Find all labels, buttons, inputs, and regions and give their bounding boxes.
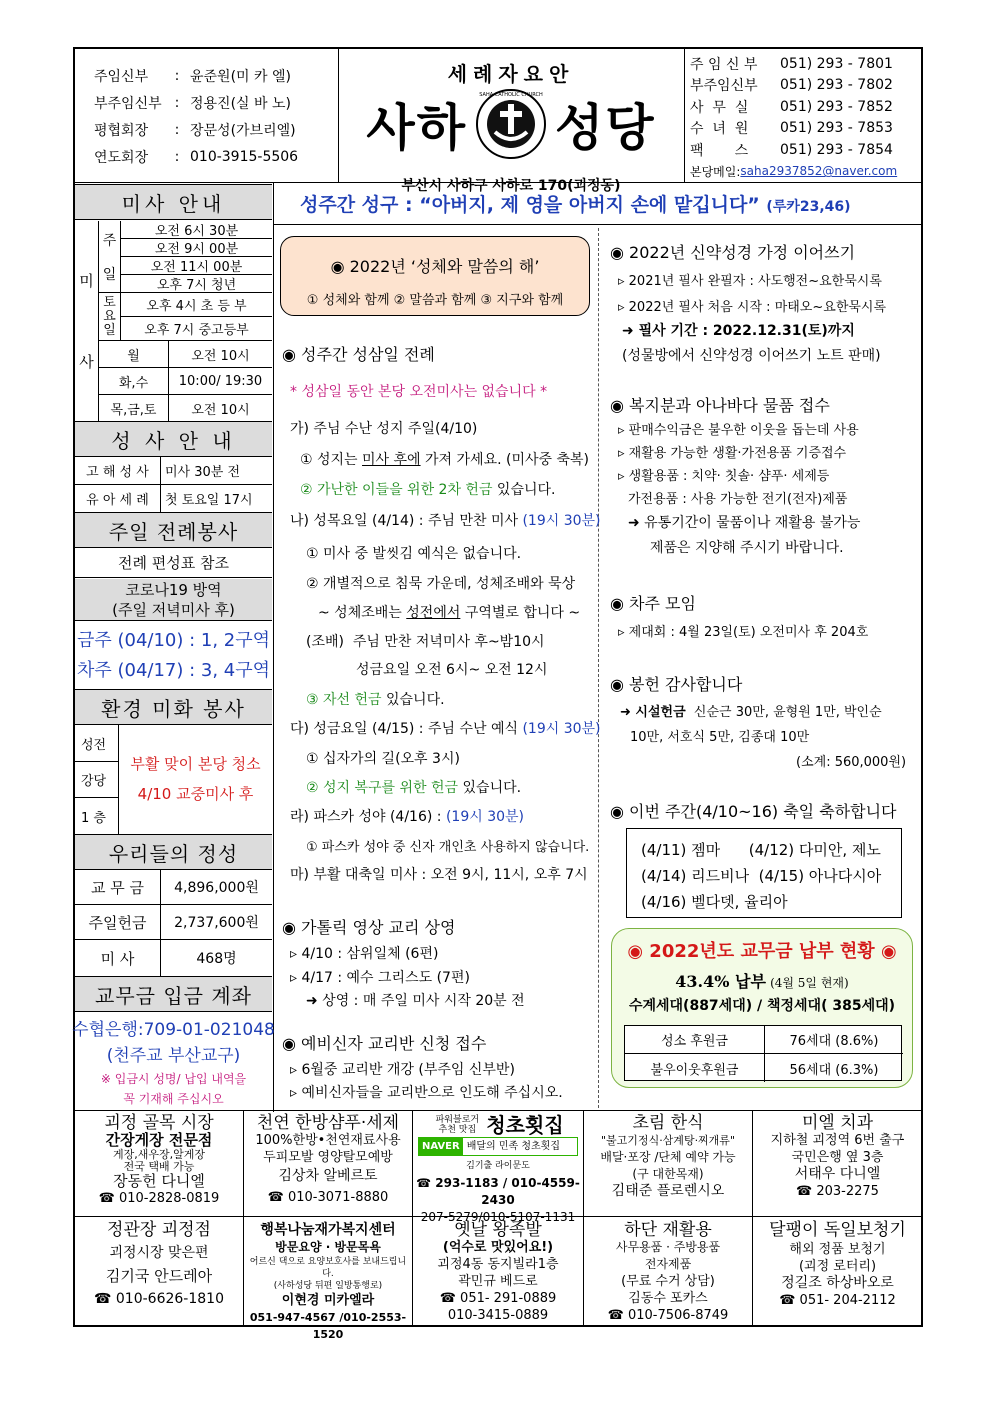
ad-jeonggwanjang: 정관장 괴정점 괴정시장 맞은편 김기국 안드레아 ☎ 010-6626-1810 xyxy=(94,1220,224,1307)
section-title: ◉ 가톨릭 영상 교리 상영 xyxy=(282,918,456,937)
covid-title: 코로나19 방역 (주일 저녁미사 후) xyxy=(75,579,272,621)
theme-divider xyxy=(273,224,923,225)
liturgy-title: 주일 전례봉사 xyxy=(75,512,272,548)
section-title: ◉ 성주간 성삼일 전례 xyxy=(282,345,435,364)
offering-title: 우리들의 정성 xyxy=(75,834,272,870)
ad-dental: 미엘 치과 지하철 괴정역 6번 출구 국민은행 옆 3층 서태우 다니엘 ☎ 203-2275 xyxy=(770,1113,905,1199)
column-divider xyxy=(598,228,599,1108)
contact-row: 팩 스 051) 293 - 7854 xyxy=(690,141,893,159)
parish-address: 부산시 사하구 사하로 170(괴정동) xyxy=(401,178,621,194)
theme-verse: 성주간 성구 : “아버지, 제 영을 아버지 손에 맡깁니다” (루카23,46) xyxy=(300,194,851,216)
mass-time: 오전 11시 00분 xyxy=(121,257,272,275)
staff-role: 주임신부 xyxy=(94,68,149,85)
ad-recycling: 하단 재활용 사무용품 · 주방용품 전자제품 (무료 수거 상담) 김동수 포카스 ☎ 010-7506-8749 xyxy=(607,1220,729,1323)
mass-table: 미 사 주 일 오전 6시 30분 오전 9시 00분 오전 11시 00분 오후 7시 청년 토 요 일 오후 4시 초 등 부 오후 7시 중고등부 월 오전 10시 화,수 10:00/ 19:30 목,금,토 오전 10시 xyxy=(75,221,272,421)
email-row: 본당메일: saha2937852@naver.com xyxy=(690,164,898,179)
covid-this-week: 금주 (04/10) : 1, 2구역 xyxy=(76,630,271,651)
staff-row: 부주임신부 : 정용진(실 바 노) xyxy=(94,94,291,112)
mass-guide-title: 미사 안내 xyxy=(75,184,272,220)
staff-name: 정용진(실 바 노) xyxy=(190,95,291,112)
header-staff xyxy=(94,62,334,170)
patron-saint: 세례자요안 xyxy=(447,62,575,86)
env-text: 4/10 교중미사 후 xyxy=(137,784,254,803)
env-text: 부활 맞이 본당 청소 xyxy=(130,754,261,773)
section-title: ◉ 이번 주간(4/10~16) 축일 축하합니다 xyxy=(610,802,897,821)
contact-row: 주 임 신 부 051) 293 - 7801 xyxy=(690,55,893,73)
sacrament-title: 성 사 안 내 xyxy=(75,421,272,457)
staff-row: 연도회장 : 010-3915-5506 xyxy=(94,148,299,166)
staff-name: 장문성(가브리엘) xyxy=(190,122,296,139)
ad-hearing-aid: 달팽이 독일보청기 해외 정품 보청기 (괴정 로터리) 정길조 하상바오로 ☎ 051- 204-2112 xyxy=(769,1220,906,1308)
staff-name: 윤준원(미 카 엘) xyxy=(190,68,291,85)
ad-jokbal: 옛날 왕족발 (억수로 맛있어요!) 괴정4동 동지빌라1층 곽민규 베드로 ☎ 051- 291-0889 010-3415-0889 xyxy=(437,1220,559,1323)
sidebar-divider xyxy=(273,182,274,1112)
tithe-status-box: ◉ 2022년도 교무금 납부 현황 ◉ 43.4% 납부 (4월 5일 현재) 수계세대(887세대) / 책정세대( 385세대) 성소 후원금 76세대 (8.6%) 불우이웃후원금 56세대 (6.3%) xyxy=(611,928,913,1088)
contact-row: 수 녀 원 051) 293 - 7853 xyxy=(690,120,893,138)
account-title: 교무금 입금 계좌 xyxy=(75,976,272,1012)
staff-row: 평협회장 : 장문성(가브리엘) xyxy=(94,121,296,139)
mass-time: 오후 7시 청년 xyxy=(121,275,272,293)
parish-name-left: 사하 xyxy=(366,99,467,157)
section-title: ◉ 2022년 신약성경 가정 이어쓰기 xyxy=(610,243,856,262)
mass-time: 오후 7시 중고등부 xyxy=(121,317,272,341)
staff-role: 연도회장 xyxy=(94,149,149,166)
contact-row: 사 무 실 051) 293 - 7852 xyxy=(690,98,893,116)
covid-next-week: 차주 (04/17) : 3, 4구역 xyxy=(76,660,271,681)
section-title: ◉ 봉헌 감사합니다 xyxy=(610,675,743,694)
section-title: ◉ 복지분과 아나바다 물품 접수 xyxy=(610,396,830,415)
contact-row: 부주임신부 051) 293 - 7802 xyxy=(690,77,893,95)
staff-name: 010-3915-5506 xyxy=(190,148,299,165)
ad-chorim: 초림 한식 "불고기정식·삼계탕·찌개류" 배달·포장 /단체 예약 가능 (구 대한목재) 김태준 플로렌시오 xyxy=(600,1113,736,1199)
year-theme-box: ◉ 2022년 ‘성체와 말씀의 해’ ① 성체와 함께 ② 말씀과 함께 ③ 지구와 함께 xyxy=(280,236,590,316)
mass-time: 오후 4시 초 등 부 xyxy=(121,293,272,317)
header-vline-right xyxy=(684,47,685,182)
header-contacts xyxy=(690,53,920,182)
ad-welfare-center: 행복나눔재가복지센터 방문요양 · 방문목욕 어르신 댁으로 요양보호사를 보내드립니다. (사하성당 뒤편 일방통행로) 이현경 미카엘라 051-947-4567 /010-2553-1520 xyxy=(249,1222,407,1341)
env-title: 환경 미화 봉사 xyxy=(75,689,272,725)
staff-role: 부주임신부 xyxy=(94,95,162,112)
bank-account: 수협은행:709-01-021048 xyxy=(72,1019,275,1040)
section-title: ◉ 예비신자 교리반 신청 접수 xyxy=(282,1034,487,1053)
tithe-table: 성소 후원금 76세대 (8.6%) 불우이웃후원금 56세대 (6.3%) xyxy=(624,1025,902,1081)
ad-gejang: 괴정 골목 시장 간장게장 전문점 게장,새우장,알게장 전국 택배 가능 장동헌 다니엘 ☎ 010-2828-0819 xyxy=(98,1113,220,1206)
staff-row: 주임신부 : 윤준원(미 카 엘) xyxy=(94,67,291,85)
mass-time: 오전 9시 00분 xyxy=(121,239,272,257)
ad-cheongcho: 파워블로거 추천 맛집 청초횟집 NAVER 배달의 민족 청초횟집 김기출 라이문도 ☎ 293-1183 / 010-4559-2430 207-5279/010-5107-1131 xyxy=(416,1112,580,1224)
email-link[interactable]: saha2937852@naver.com xyxy=(740,164,898,179)
mass-time: 오전 6시 30분 xyxy=(121,221,272,239)
staff-role: 평협회장 xyxy=(94,122,149,139)
parish-logo xyxy=(475,88,547,160)
parish-name-right: 성당 xyxy=(555,99,656,157)
ad-shampoo: 천연 한방샴푸·세제 100%한방•천연재료사용 두피모발 영양탈모예방 김상차 알베르토 ☎ 010-3071-8880 xyxy=(255,1113,401,1205)
parish-masthead xyxy=(338,50,684,194)
ads-top-line xyxy=(73,1110,923,1111)
section-title: ◉ 차주 모임 xyxy=(610,594,696,613)
logo-text: SAHA CATHOLIC CHURCH xyxy=(479,92,543,98)
feast-box: (4/11) 젬마 (4/12) 다미안, 제노 (4/14) 리드비나 (4/15) 아나다시아 (4/16) 벨다뎃, 율리아 xyxy=(626,828,902,918)
